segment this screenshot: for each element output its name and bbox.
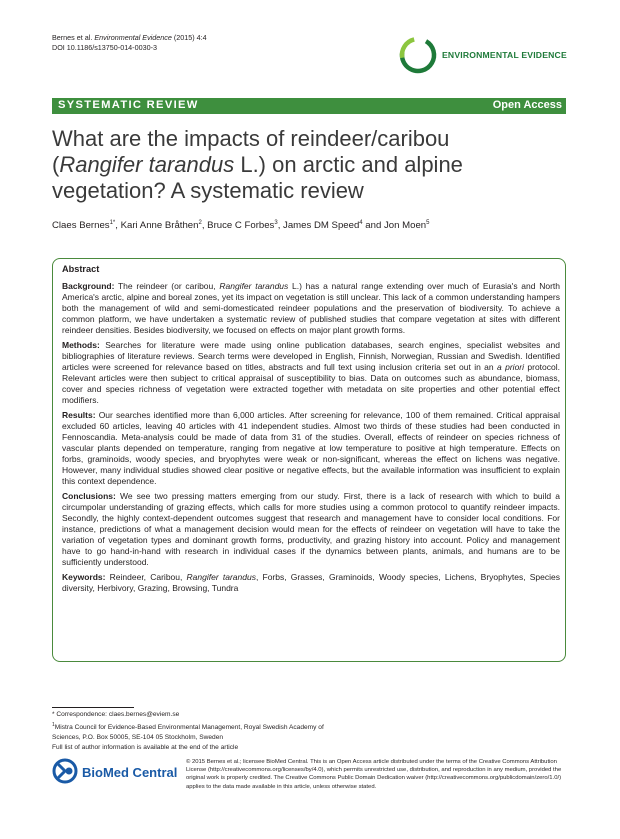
results-text: Our searches identified more than 6,000 articles. After screening for relevance, 100 of them remained. Critical appraisal excluded 60 articles, leaving 40 articles with 41 independent studies. Almost two thirds of these studies had been conducted in Fennoscandia. Meta-analysis could be made of data from 31 of the studies. Overall, effects of reindeer on species richness of vascular plants depended on temperature, ranging from negative at low temperature to positive at high temperature. Effects on forbs, graminoids, woody species, and bryophytes were weak or non-significant, whereas the effect on lichens was negative. However, many individual studies showed clear positive or negative effects, but the available information was insufficient to explain this context dependence.	[62, 410, 560, 486]
open-access-label: Open Access	[492, 99, 562, 111]
author-affiliation-mark: 4	[359, 220, 363, 226]
citation-authors: Bernes et al.	[52, 33, 93, 42]
author-affiliation-mark: 1*	[109, 220, 116, 226]
citation-line	[52, 33, 207, 43]
article-doi: DOI 10.1186/s13750-014-0030-3	[52, 43, 157, 52]
affiliation-note	[52, 720, 332, 743]
author-name: Claes Bernes	[52, 220, 110, 232]
title-paren: (	[52, 152, 60, 177]
publisher-logo-icon	[52, 756, 80, 786]
methods-label: Methods:	[62, 340, 100, 350]
methods-italic-term: a priori	[497, 362, 525, 372]
footnote-divider	[52, 707, 134, 708]
affiliation-text: Mistra Council for Evidence-Based Environmental Management, Royal Swedish Academy of Sciences, P.O. Box 50005, SE-104 05 Stockholm, Sweden	[52, 724, 324, 742]
author-list	[52, 217, 572, 232]
background-label: Background:	[62, 281, 115, 291]
title-line-2-rest: L.) on arctic and alpine	[234, 152, 463, 177]
results-label: Results:	[62, 410, 96, 420]
footnotes	[52, 710, 332, 753]
article-citation	[52, 33, 207, 53]
abstract-keywords	[62, 572, 560, 594]
background-species-name: Rangifer tarandus	[219, 281, 289, 291]
author-separator: ,	[201, 220, 208, 232]
author-affiliation-mark: 3	[274, 220, 278, 226]
keywords-text: Reindeer, Caribou,	[105, 572, 187, 582]
author-separator: ,	[277, 220, 284, 232]
journal-logo-text: ENVIRONMENTAL EVIDENCE	[442, 50, 567, 60]
abstract-body	[62, 281, 560, 598]
author-name: Jon Moen	[383, 220, 427, 232]
author-separator: ,	[115, 220, 121, 232]
publisher-logo	[52, 756, 182, 790]
affiliation-mark: 1	[52, 722, 55, 728]
conclusions-text: We see two pressing matters emerging from our study. First, there is a lack of research with which to build a circumpolar understanding of grazing effects, which calls for more studies using a common protocol to quantify reindeer impacts. Secondly, the highly context-dependent outcomes suggest that research and management have to consider local conditions. For instance, predictions of what a management decision would mean for the effects of reindeer on vegetation will have to take the variation of vegetation types and dominant growth forms, productivity, and grazing history into account. Policy and management have to go hand-in-hand with research in individual cases if the dynamics between plants, animals, and humans are to be sufficiently understood.	[62, 491, 560, 567]
title-species-name: Rangifer tarandus	[59, 152, 235, 177]
article-title	[52, 126, 572, 204]
keywords-species-name: Rangifer tarandus	[186, 572, 256, 582]
author-affiliation-mark: 5	[426, 220, 430, 226]
abstract-methods	[62, 340, 560, 406]
correspondence-note: * Correspondence: claes.bernes@eviem.se	[52, 711, 180, 718]
journal-logo	[398, 35, 568, 75]
methods-text-cont: protocol. Relevant articles were then subject to critical appraisal of susceptibility to bias. Data on outcomes such as abundance, biomass, cover and species richness of vegetation were extracted together with metadata on site properties and other potential effect modifiers.	[62, 362, 560, 405]
methods-text: Searches for literature were made using online publication databases, search engines, specialist websites and bibliographies of literature reviews. Search terms were developed in English, Finnish, Norwegian, Russian and Swedish. Identified articles were screened for relevance based on titles, abstracts and full text using inclusion criteria set out in an	[62, 340, 560, 372]
keywords-text-cont: , Forbs, Grasses, Graminoids, Woody species, Lichens, Bryophytes, Species diversity, Herbivory, Grazing, Browsing, Tundra	[62, 572, 560, 593]
abstract-results	[62, 410, 560, 487]
citation-details: (2015) 4:4	[173, 33, 207, 42]
author-name: Kari Anne Bråthen	[120, 220, 199, 232]
background-text: The reindeer (or caribou,	[114, 281, 220, 291]
abstract-background	[62, 281, 560, 336]
abstract-heading: Abstract	[62, 264, 100, 274]
keywords-label: Keywords:	[62, 572, 106, 582]
conclusions-label: Conclusions:	[62, 491, 116, 501]
abstract-conclusions	[62, 491, 560, 568]
license-statement: © 2015 Bernes et al.; licensee BioMed Central. This is an Open Access article distributed under the terms of the Creative Commons Attribution License (http://creativecommons.org/licenses/by/4.0), which permits unrestricted use, distribution, and reproduction in any medium, provided the original work is properly credited. The Creative Commons Public Domain Dedication waiver (http://creativecommons.org/publicdomain/zero/1.0/) applies to the data made available in this article, unless otherwise stated.	[186, 759, 562, 790]
author-name: Bruce C Forbes	[207, 220, 275, 232]
citation-journal: Environmental Evidence	[94, 33, 172, 42]
article-type-label: SYSTEMATIC REVIEW	[58, 99, 199, 111]
author-name: James DM Speed	[283, 220, 360, 232]
title-line-1: What are the impacts of reindeer/caribou	[52, 126, 450, 151]
author-affiliation-mark: 2	[198, 220, 202, 226]
title-line-3: vegetation? A systematic review	[52, 178, 364, 203]
author-info-note: Full list of author information is available at the end of the article	[52, 744, 239, 752]
publisher-logo-text: BioMed Central	[82, 765, 178, 780]
article-type-banner	[52, 98, 566, 114]
author-separator: and	[362, 220, 384, 232]
background-text-cont: L.) has a natural range extending over much of Eurasia's and North America's arctic, alpine and boreal zones, yet its impact on vegetation is still unclear. This lack of a common understanding hampers both the management of wild and semi-domesticated reindeer populations and the preservation of biodiversity. To achieve a common platform, we have undertaken a systematic review of published studies that compare vegetation at sites with different reindeer densities. Besides biodiversity, we focused on effects on major plant growth forms.	[62, 281, 560, 335]
title-line-2	[52, 152, 572, 178]
journal-logo-icon	[398, 35, 438, 75]
